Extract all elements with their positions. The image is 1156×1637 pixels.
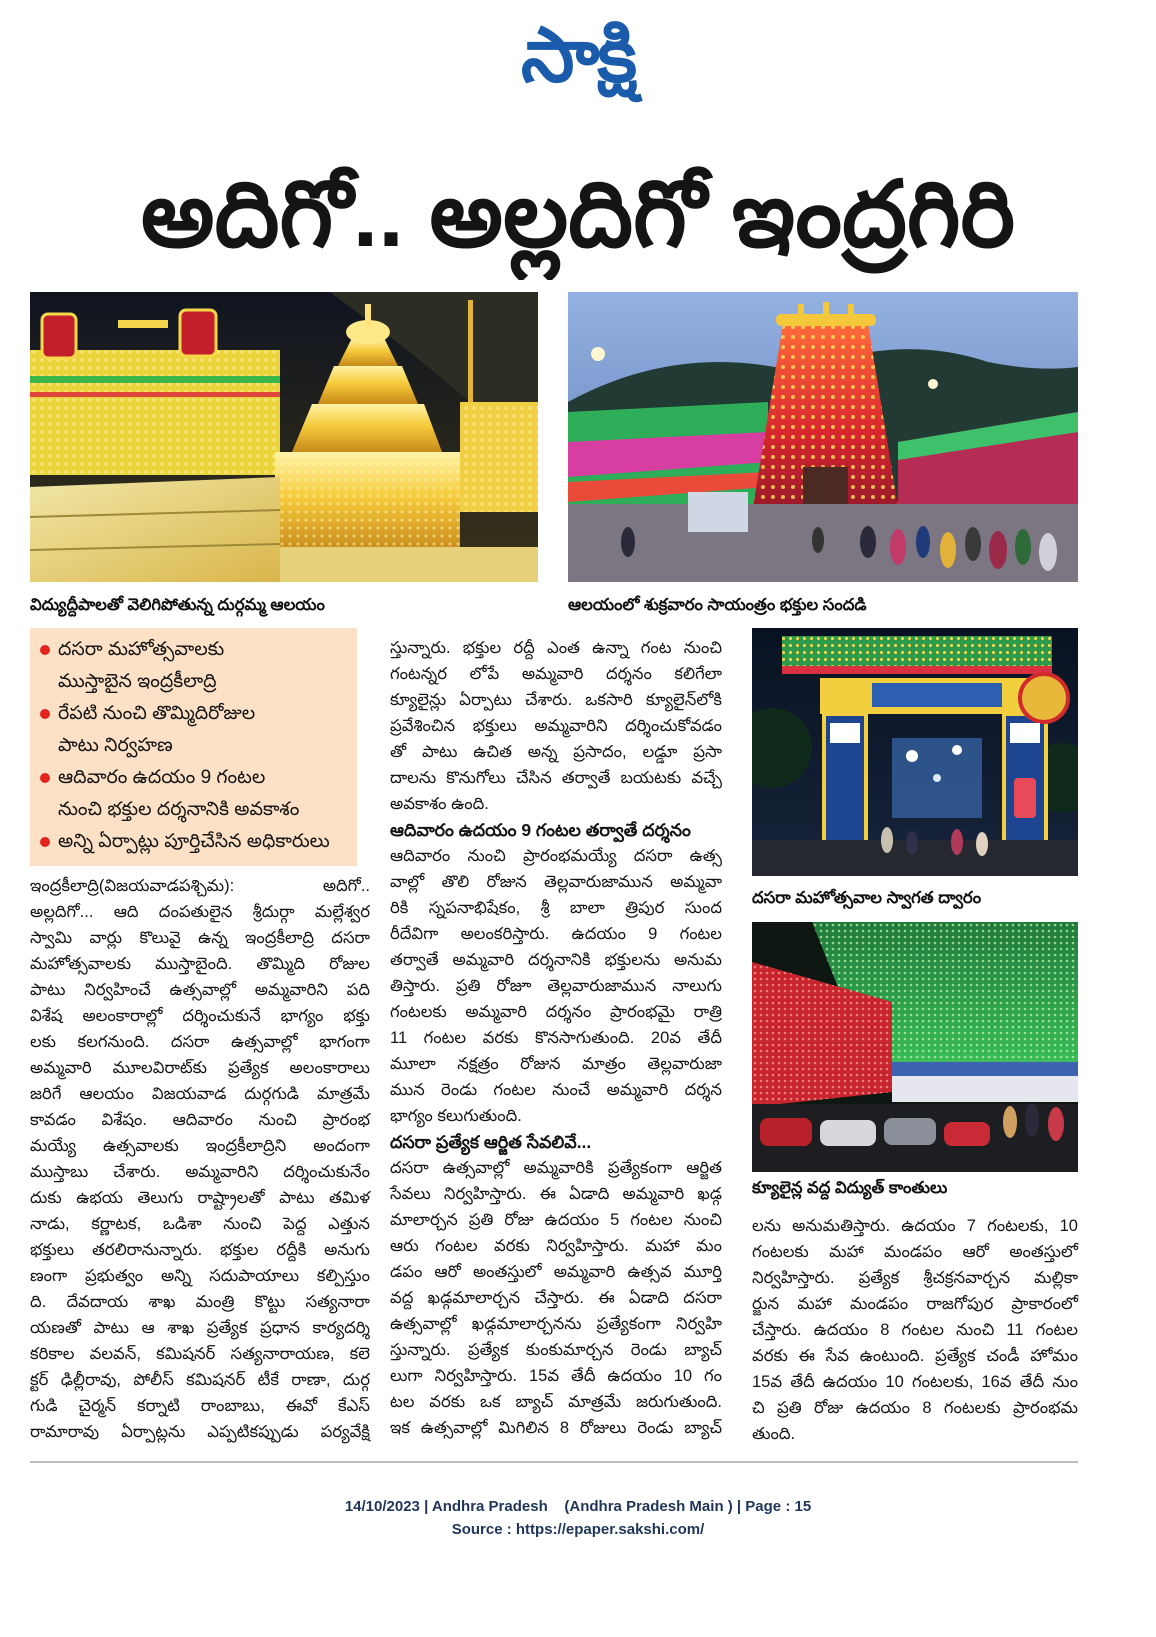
body-line: యణతో పాటు ఆ శాఖ ప్రత్యేక ప్రధాన కార్యదర్శి xyxy=(30,1319,370,1337)
body-line: ణంగా ప్రభుత్వం అన్ని సదుపాయాలు కల్పిస్తుం xyxy=(30,1267,370,1285)
highlight-item xyxy=(30,762,357,826)
body-line: భక్తులు తరలిరానున్నారు. భక్తుల రద్దీకి అనుగు xyxy=(30,1241,370,1259)
temple-illumination-photo xyxy=(30,292,538,582)
body-line: తిస్తారు. ప్రతి రోజూ తెల్లవారుజామున నాలుగు xyxy=(390,977,722,995)
article-column-3 xyxy=(752,1213,1078,1447)
subheading: ఆదివారం ఉదయం 9 గంటల తర్వాతే దర్శనం xyxy=(390,820,691,840)
body-line: రీదేవిగా అలంకరిస్తారు. ఉదయం 9 గంటల xyxy=(390,925,722,943)
body-line: వాల్లో తొలి రోజున తెల్లవారుజామున అమ్మవా xyxy=(390,873,722,891)
body-line: మయ్యే ఉత్సవాలకు ఇంద్రకీలాద్రిని అందంగా xyxy=(30,1137,370,1155)
body-line: చేస్తారు. ఉదయం 8 గంటల నుంచి 11 గంటల xyxy=(752,1321,1078,1339)
body-line: మూలా నక్షత్రం రోజున మాత్రం తెల్లవారుజా xyxy=(390,1055,722,1073)
photo-caption-2: ఆలయంలో శుక్రవారం సాయంత్రం భక్తుల సందడి xyxy=(568,596,867,614)
body-line: దుకు ఉభయ తెలుగు రాష్ట్రాలతో పాటు తమిళ xyxy=(30,1189,370,1207)
body-line: వరకు ఈ సేవ ఉంటుంది. ప్రత్యేక చండీ హోమం xyxy=(752,1347,1078,1365)
body-line: అల్లదిగో... ఆది దంపతులైన శ్రీదుర్గా మల్లేశ్వర xyxy=(30,903,370,921)
body-line: ఉత్సవాల్లో ఖడ్గమాలార్చనను ప్రత్యేకంగా నిర్వహి xyxy=(390,1315,722,1333)
highlight-line: రేపటి నుంచి తొమ్మిదిరోజుల xyxy=(58,703,256,724)
body-line: నాడు, కర్ణాటక, ఒడిశా నుంచి పెద్ద ఎత్తున xyxy=(30,1215,370,1233)
footer-publication-info: 14/10/2023 | Andhra Pradesh (Andhra Pradesh Main ) | Page : 15 xyxy=(344,1498,812,1515)
subheading: దసరా ప్రత్యేక ఆర్జిత సేవలివే... xyxy=(390,1132,592,1152)
body-line: స్తున్నారు. భక్తుల రద్దీ ఎంత ఉన్నా గంట నుంచి xyxy=(390,639,722,657)
highlight-line: పాటు నిర్వహణ xyxy=(58,735,173,756)
body-line: కరికాల వలవన్, కమిషనర్ సత్యనారాయణ, కలె xyxy=(30,1345,370,1363)
body-line: భాగ్యం కలుగుతుంది. xyxy=(390,1107,522,1125)
body-line: మున రెండు గంటల నుంచే అమ్మవారి దర్శన xyxy=(390,1081,722,1099)
body-line: టల వరకు ఒక బ్యాచ్ మాత్రమే జరుగుతుంది. xyxy=(390,1393,722,1411)
photo-caption-4: క్యూలైన్ల వద్ద విద్యుత్ కాంతులు xyxy=(752,1179,948,1197)
body-line: కావడం విశేషం. ఆదివారం నుంచి ప్రారంభ xyxy=(30,1111,370,1129)
body-line: తర్వాతే అమ్మవారి దర్శనానికి భక్తులను అనుమ xyxy=(390,951,722,969)
body-line: క్యూలైన్లు ఏర్పాటు చేశారు. ఒకసారి క్యూలైన్‌లోకి xyxy=(390,691,722,709)
article-column-1 xyxy=(30,873,370,1445)
body-line: జరిగే ఆలయం విజయవాడ దుర్గగుడి మాత్రమే xyxy=(30,1085,370,1103)
highlight-line: అన్ని ఏర్పాట్లు పూర్తిచేసిన అధికారులు xyxy=(58,831,330,852)
footer-divider xyxy=(30,1461,1078,1463)
page-headline: అదిగో.. అల్లదిగో ఇంద్రగిరి xyxy=(140,164,1016,266)
body-line: విశేష అలంకారాల్లో దర్శించుకునే భాగ్యం భక్తు xyxy=(30,1007,370,1025)
body-line: ప్రవేశించిన భక్తులు అమ్మవారిని దర్శించుకోవడం xyxy=(390,717,722,735)
body-line: తో పాటు ఉచిత అన్న ప్రసాదం, లడ్డూ ప్రసా xyxy=(390,743,722,761)
bullet-icon xyxy=(40,773,50,783)
body-line: స్తున్నారు. ప్రత్యేక కుంకుమార్చన రెండు బ్యాచ్ xyxy=(390,1341,722,1359)
highlight-line: ముస్తాబైన ఇంద్రకీలాద్రి xyxy=(58,671,217,692)
body-line: లను అనుమతిస్తారు. ఉదయం 7 గంటలకు, 10 xyxy=(752,1217,1078,1235)
highlight-line: నుంచి భక్తుల దర్శనానికి అవకాశం xyxy=(58,799,300,820)
body-line: దసరా ఉత్సవాల్లో అమ్మవారికి ప్రత్యేకంగా ఆర్జిత xyxy=(390,1159,722,1177)
body-line: సేవలు నిర్వహిస్తారు. ఈ ఏడాది అమ్మవారి ఖడ్గ xyxy=(390,1185,722,1203)
highlight-line: ఆదివారం ఉదయం 9 గంటల xyxy=(58,767,266,788)
footer-source: Source : https://epaper.sakshi.com/ xyxy=(451,1521,705,1538)
body-line: మహోత్సవాలకు ముస్తాబైంది. తొమ్మిది రోజుల xyxy=(30,955,370,973)
light-pole xyxy=(468,300,473,412)
body-line: గుడి చైర్మన్ కర్నాటి రాంబాబు, ఈవో కేఎస్ xyxy=(30,1397,370,1415)
foreground-wall xyxy=(30,477,280,582)
body-line: పాటు నిర్వహించే ఉత్సవాల్లో అమ్మవారిని పది xyxy=(30,981,370,999)
deity-frame xyxy=(42,314,76,358)
body-line: 11 గంటల వరకు కొనసాగుతుంది. 20వ తేదీ xyxy=(390,1029,722,1047)
body-line: ది. దేవదాయ శాఖ మంత్రి కొట్టు సత్యనారా xyxy=(30,1293,370,1311)
temple-gopuram-photo xyxy=(568,292,1078,582)
body-line: 15వ తేదీ ఉదయం 10 గంటలకు, 16వ తేదీ నుం xyxy=(752,1373,1078,1391)
body-line: ఇంద్రకీలాద్రి(విజయవాడపశ్చిమ): అదిగో.. xyxy=(30,877,370,895)
photo-caption-1: విద్యుద్దీపాలతో వెలిగిపోతున్న దుర్గమ్మ ఆలయం xyxy=(30,596,325,614)
highlight-item xyxy=(30,826,357,858)
body-line: నిర్వహిస్తారు. ప్రత్యేక శ్రీచక్రనవార్చన మల్లికా xyxy=(752,1269,1078,1287)
bullet-icon xyxy=(40,837,50,847)
highlights-box xyxy=(30,628,357,866)
body-line: ఆరు గంటల వరకు నిర్వహిస్తారు. మహా మం xyxy=(390,1237,722,1255)
deity-frame xyxy=(180,310,216,356)
body-line: క్టర్ ఢిల్లీరావు, పోలీస్ కమిషనర్ టీకే రాణా, దుర్గ xyxy=(30,1371,370,1389)
body-line: గంటలకు మహా మండపం ఆరో అంతస్తులో xyxy=(752,1243,1078,1261)
body-line: ముస్తాబు చేశారు. అమ్మవారిని దర్శించుకునేం xyxy=(30,1163,370,1181)
body-line: లకు కలగనుంది. దసరా ఉత్సవాల్లో భాగంగా xyxy=(30,1033,370,1051)
body-line: అవకాశం ఉంది. xyxy=(390,795,489,813)
body-line: గంటన్నర లోపే అమ్మవారి దర్శనం కలిగేలా xyxy=(390,665,722,683)
photo-caption-3: దసరా మహోత్సవాల స్వాగత ద్వారం xyxy=(752,889,982,907)
body-line: ఇక ఉత్సవాల్లో మిగిలిన 8 రోజులు రెండు బ్యాచ్ xyxy=(390,1419,722,1437)
body-line: దాలను కొనుగోలు చేసిన తర్వాతే బయటకు వచ్చే xyxy=(390,769,722,787)
bullet-icon xyxy=(40,645,50,655)
body-line: రామారావు ఏర్పాట్లను ఎప్పటికప్పుడు పర్యవేక్షి xyxy=(30,1423,370,1441)
body-line: తుంది. xyxy=(752,1425,796,1443)
body-line: మాలార్చన ప్రతి రోజు ఉదయం 5 గంటల నుంచి xyxy=(390,1211,722,1229)
body-line: గంటలకు అమ్మవారి దర్శనం ప్రారంభమై రాత్రి xyxy=(390,1003,722,1021)
body-line: డపం ఆరో అంతస్తులో అమ్మవారి ఉత్సవ మూర్తి xyxy=(390,1263,722,1281)
body-line: ఆదివారం నుంచి ప్రారంభమయ్యే దసరా ఉత్స xyxy=(390,847,722,865)
body-line: స్వామి వార్లు కొలువై ఉన్న ఇంద్రకీలాద్రి దసరా xyxy=(30,929,370,947)
article-column-2 xyxy=(390,635,722,1441)
body-line: చి ప్రతి రోజు ఉదయం 8 గంటలకు ప్రారంభమ xyxy=(752,1399,1078,1417)
highlight-item xyxy=(30,698,357,762)
highlight-item xyxy=(30,634,357,698)
queue-line-lights-photo xyxy=(752,922,1078,1172)
bullet-icon xyxy=(40,709,50,719)
body-line: వద్ద ఖడ్గమాలార్చన చేస్తారు. ఈ ఏడాది దసరా xyxy=(390,1289,722,1307)
body-line: లుగా నిర్వహిస్తారు. 15వ తేదీ ఉదయం 10 గం xyxy=(390,1367,722,1385)
body-line: ర్జున మహా మండపం రాజగోపుర ప్రాకారంలో xyxy=(752,1295,1078,1313)
welcome-arch-photo xyxy=(752,628,1078,876)
highlight-line: దసరా మహోత్సవాలకు xyxy=(58,639,225,660)
sakshi-logo: సాక్షి xyxy=(520,13,636,98)
body-line: అమ్మవారి మూలవిరాట్‌కు ప్రత్యేక అలంకారాలు xyxy=(30,1059,370,1077)
body-line: రికి స్నపనాభిషేకం, శ్రీ బాలా త్రిపుర సుంద xyxy=(390,899,722,917)
